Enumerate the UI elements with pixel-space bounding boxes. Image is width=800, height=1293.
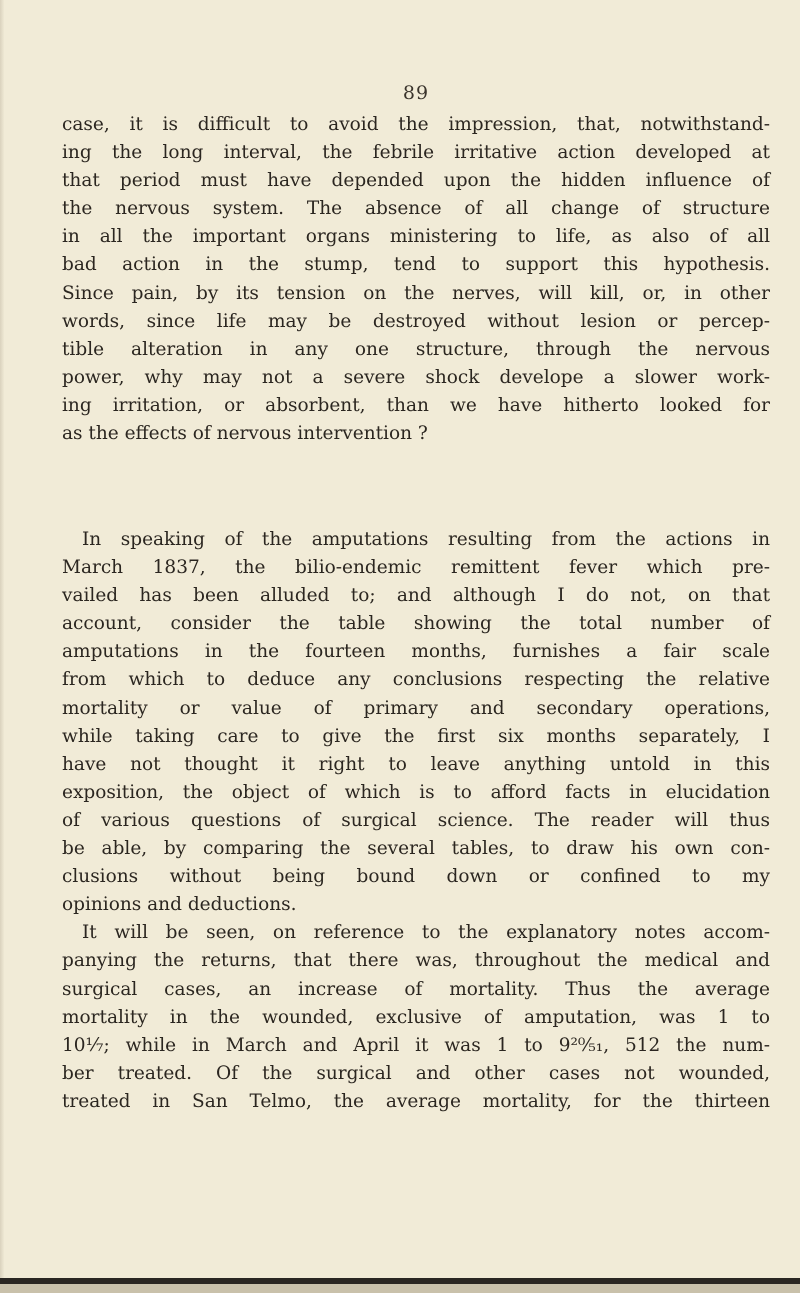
text-line: opinions and deductions. — [62, 894, 297, 916]
text-line: case, it is difficult to avoid the impression, that, notwithstand- — [62, 114, 770, 135]
text-line: of various questions of surgical science. The reader will thus — [62, 809, 770, 831]
text-line: as the effects of nervous intervention ? — [62, 423, 428, 445]
text-line: March 1837, the bilio-endemic remittent fever which pre- — [62, 557, 770, 579]
paragraph-1 — [62, 111, 770, 448]
text-line: while taking care to give the first six months separately, I — [62, 725, 770, 747]
text-line: tible alteration in any one structure, through the nervous — [62, 338, 770, 360]
text-line: clusions without being bound down or confined to my — [62, 866, 770, 888]
text-line: 10¹⁄₇; while in March and April it was 1 to 9²⁰⁄₅₁, 512 the num- — [62, 1034, 770, 1056]
text-line: power, why may not a severe shock develope a slower work- — [62, 366, 770, 388]
text-line: panying the returns, that there was, throughout the medical and — [62, 950, 770, 972]
text-line: be able, by comparing the several tables, to draw his own con- — [62, 838, 770, 860]
text-line: mortality or value of primary and secondary operations, — [62, 697, 770, 719]
paragraph-2 — [62, 526, 770, 1116]
text-line: It will be seen, on reference to the explanatory notes accom- — [82, 922, 770, 944]
page-edge-shadow — [0, 0, 4, 1293]
page-number: 89 — [402, 82, 430, 104]
text-line: mortality in the wounded, exclusive of amputation, was 1 to — [62, 1006, 770, 1028]
text-line: ing the long interval, the febrile irritative action developed at — [62, 142, 770, 164]
text-line: words, since life may be destroyed without lesion or percep- — [62, 310, 770, 332]
text-line: treated in San Telmo, the average mortality, for the thirteen — [62, 1090, 770, 1112]
text-line: vailed has been alluded to; and although I do not, on that — [62, 585, 770, 607]
text-line: Since pain, by its tension on the nerves, will kill, or, in other — [62, 282, 770, 304]
text-line: that period must have depended upon the hidden influence of — [62, 170, 770, 192]
page-bottom-shade — [0, 1284, 800, 1293]
text-line: have not thought it right to leave anything untold in this — [62, 753, 770, 775]
text-line: ber treated. Of the surgical and other cases not wounded, — [62, 1062, 770, 1084]
text-line: in all the important organs ministering to life, as also of all — [62, 226, 770, 248]
text-line: exposition, the object of which is to afford facts in elucidation — [62, 781, 770, 803]
text-line: account, consider the table showing the total number of — [62, 613, 770, 635]
text-line: bad action in the stump, tend to support this hypothesis. — [62, 254, 770, 276]
text-line: ing irritation, or absorbent, than we have hitherto looked for — [62, 394, 770, 416]
text-line: from which to deduce any conclusions respecting the relative — [62, 669, 770, 691]
text-line: In speaking of the amputations resulting from the actions in — [82, 529, 770, 550]
text-line: amputations in the fourteen months, furnishes a fair scale — [62, 641, 770, 663]
text-line: surgical cases, an increase of mortality. Thus the average — [62, 978, 770, 1000]
text-line: the nervous system. The absence of all change of structure — [62, 198, 770, 220]
